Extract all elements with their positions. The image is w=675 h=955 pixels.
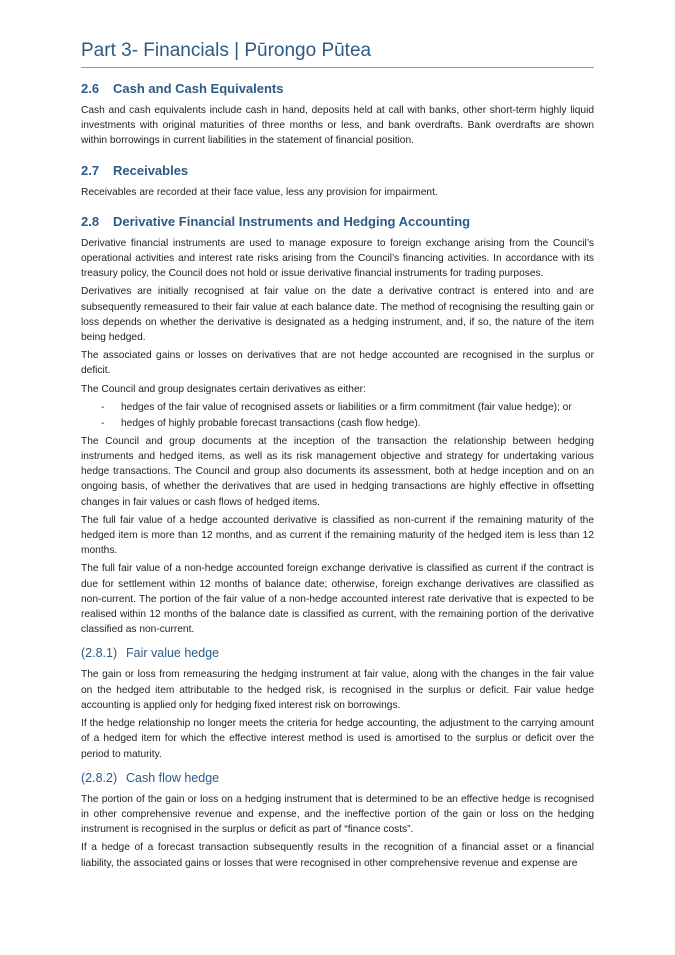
paragraph: The Council and group designates certain derivatives as either: [81, 383, 366, 395]
paragraph: Derivative financial instruments are used to manage exposure to foreign exchange arising from the Council’s operational activities and interest rate risks arising from the Council’s financing activities. In accordance with its treasury policy, the Council does not hold or issue derivative financial instruments for trading purposes. [81, 237, 594, 280]
paragraph: The portion of the gain or loss on a hedging instrument that is determined to be an effective hedge is recognised in other comprehensive revenue and expense, and the ineffective portion of the gain or loss on the hedging instrument is recognised in the surplus or deficit as part of “finance costs”. [81, 793, 594, 836]
section-number: 2.6 [81, 81, 100, 96]
list-item-text: hedges of the fair value of recognised assets or liabilities or a firm commitment (fair value hedge); or [121, 401, 572, 413]
section-title: Derivative Financial Instruments and Hedging Accounting [113, 213, 471, 229]
paragraph: If a hedge of a forecast transaction subsequently results in the recognition of a financial asset or a financial liability, the associated gains or losses that were recognised in other comprehensive revenue and expense are [81, 842, 594, 869]
paragraph: The Council and group documents at the inception of the transaction the relationship between hedging instruments and hedged items, as well as its risk management objective and strategy for undertaking various hedge transactions. The Council and group also documents its assessment, both at hedge inception and on an ongoing basis, of whether the derivatives that are used in hedging transactions are highly effective in offsetting changes in fair values or cash flows of hedged items. [81, 435, 594, 508]
paragraph: Derivatives are initially recognised at fair value on the date a derivative contract is entered into and are subsequently remeasured to their fair value at each balance date. The method of recognising the resulting gain or loss depends on whether the derivative is designated as a hedging instrument, and, if so, the nature of the item being hedged. [81, 286, 594, 344]
page-content [81, 40, 594, 874]
section-title: Cash and Cash Equivalents [113, 81, 284, 96]
paragraph: The gain or loss from remeasuring the hedging instrument at fair value, along with the changes in the fair value on the hedged item attributable to the hedged risk, is recognised in the surplus or deficit. Fair value hedge accounting is applied only for hedging fixed interest risk on borrowings. [81, 669, 594, 711]
list-item [81, 416, 594, 432]
bullet-list [81, 400, 594, 432]
paragraph: The full fair value of a non-hedge accounted foreign exchange derivative is classified as current if the contract is due for settlement within 12 months of balance date; otherwise, foreign exchange derivatives are classified as non-current. The portion of the fair value of a non-hedge accounted interest rate derivative that is expected to be realised within 12 months of the balance date is classified as current, with the remaining portion of the derivative classified as non-current. [81, 563, 594, 636]
dash-bullet-icon: - [101, 401, 105, 413]
dash-bullet-icon: - [101, 417, 105, 429]
section-title: Receivables [113, 162, 189, 178]
subsection-number: (2.8.1) [81, 646, 118, 661]
subsection-number: (2.8.2) [81, 770, 118, 785]
section-number: 2.7 [81, 162, 100, 178]
subsection-title: Cash flow hedge [126, 770, 220, 785]
subsection-heading-2-8-2 [81, 770, 594, 786]
list-item-text: hedges of highly probable forecast transactions (cash flow hedge). [121, 417, 421, 429]
section-heading-2-7 [81, 163, 594, 179]
paragraph: Cash and cash equivalents include cash in hand, deposits held at call with banks, other short-term highly liquid investments with original maturities of three months or less, and bank overdrafts. Bank overdrafts are shown within borrowings in current liabilities in the statement of financial position. [81, 105, 594, 147]
page-header: Part 3- Financials | Pūrongo Pūtea [81, 40, 594, 68]
section-heading-2-6 [81, 81, 594, 97]
paragraph: If the hedge relationship no longer meets the criteria for hedge accounting, the adjustment to the carrying amount of a hedged item for which the effective interest method is used is amortised to the surplus or deficit over the period to maturity. [81, 718, 594, 760]
subsection-title: Fair value hedge [126, 646, 220, 661]
paragraph: The associated gains or losses on derivatives that are not hedge accounted are recognised in the surplus or deficit. [81, 350, 594, 377]
list-item [81, 400, 594, 416]
section-heading-2-8 [81, 214, 594, 230]
paragraph: The full fair value of a hedge accounted derivative is classified as non-current if the remaining maturity of the hedged item is more than 12 months, and as current if the remaining maturity of the hedged item is less than 12 months. [81, 514, 594, 557]
section-number: 2.8 [81, 213, 100, 229]
paragraph: Receivables are recorded at their face value, less any provision for impairment. [81, 186, 438, 198]
subsection-heading-2-8-1 [81, 645, 594, 661]
